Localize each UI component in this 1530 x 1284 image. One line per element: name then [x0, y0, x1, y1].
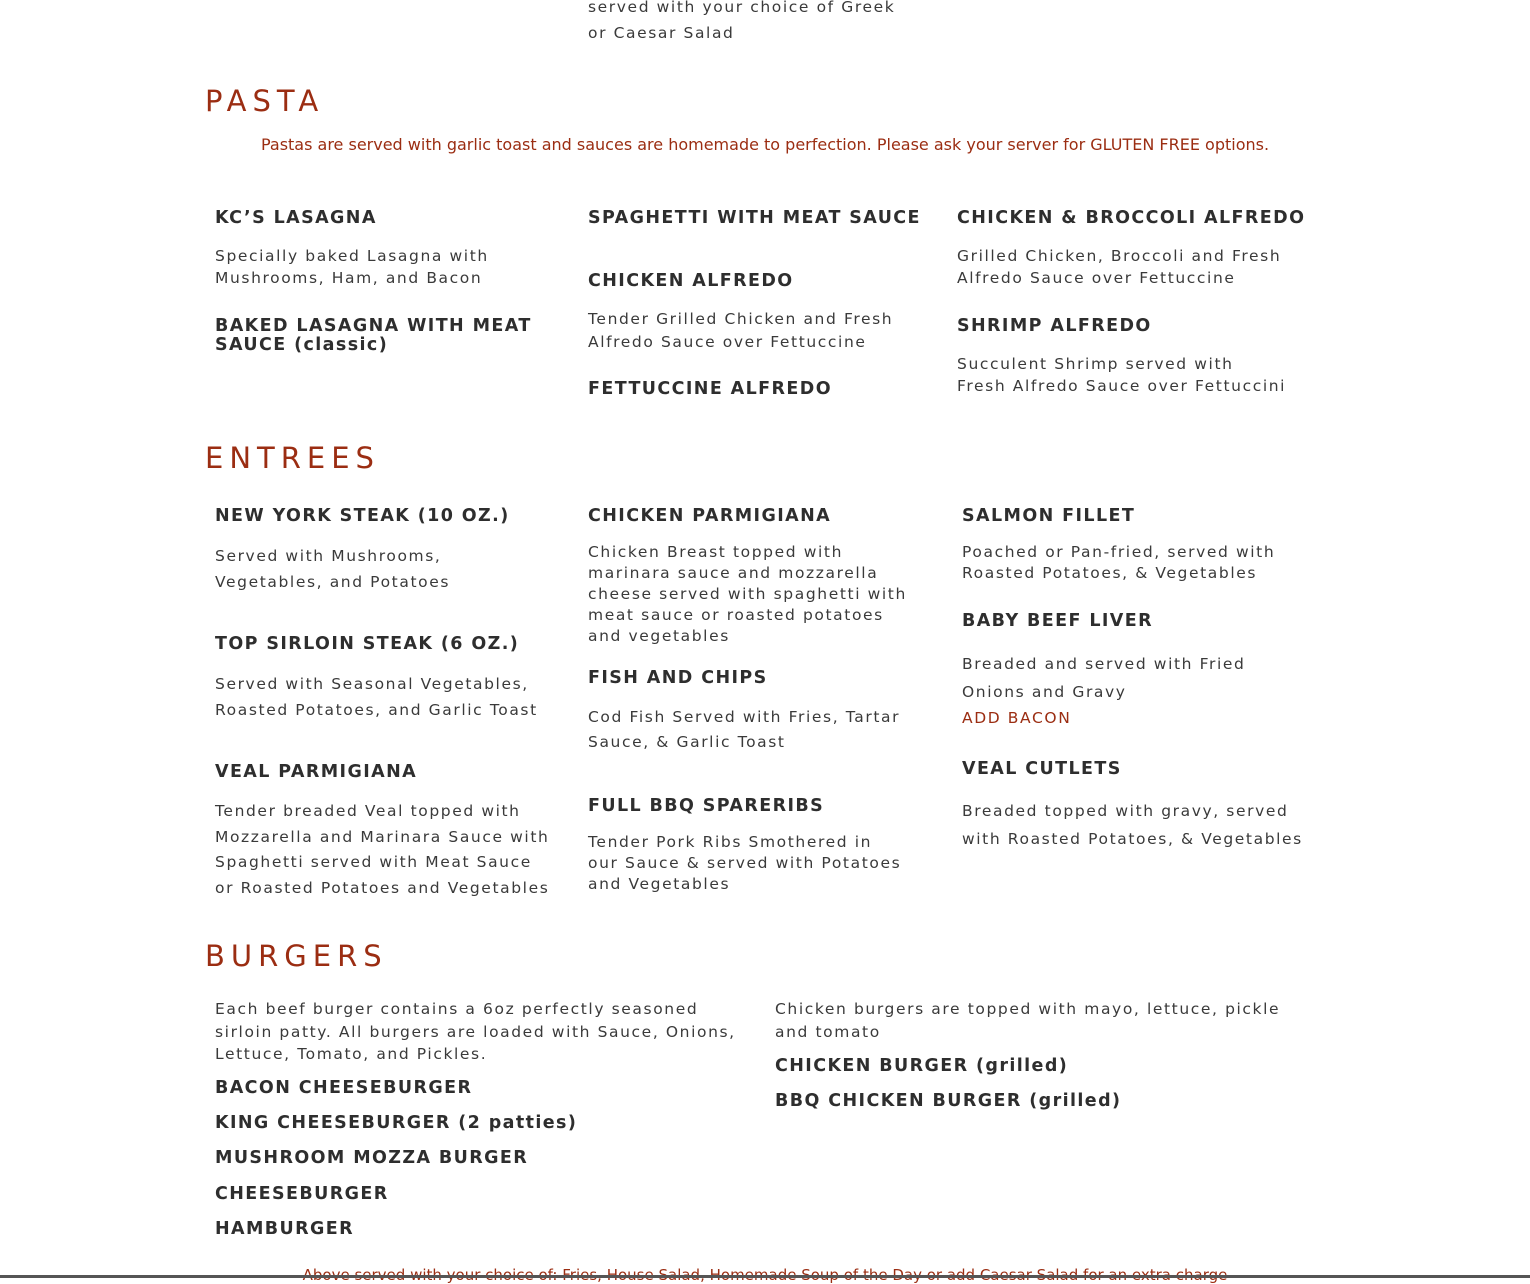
- menu-item-title: HAMBURGER: [215, 1219, 355, 1239]
- menu-item-description: Breaded topped with gravy, served with Roasted Potatoes, & Vegetables: [962, 802, 1303, 848]
- menu-item-description: Grilled Chicken, Broccoli and Fresh Alfredo Sauce over Fettuccine: [957, 247, 1282, 287]
- salad-description: served with your choice of Greek or Caesar Salad: [588, 0, 896, 42]
- menu-item-title: CHICKEN BURGER (grilled): [775, 1056, 1069, 1076]
- menu-item-description: Breaded and served with Fried Onions and Gravy: [962, 655, 1246, 701]
- menu-item-description: Cod Fish Served with Fries, Tartar Sauce, & Garlic Toast: [588, 708, 901, 751]
- menu-item-description: Specially baked Lasagna with Mushrooms, Ham, and Bacon: [215, 247, 489, 287]
- menu-item-title: BABY BEEF LIVER: [962, 611, 1153, 631]
- menu-item-title: CHICKEN PARMIGIANA: [588, 506, 832, 526]
- chicken-burger-note: Chicken burgers are topped with mayo, lettuce, pickle and tomato: [775, 1000, 1281, 1041]
- menu-item-description: Poached or Pan-fried, served with Roasted Potatoes, & Vegetables: [962, 543, 1276, 582]
- beef-burger-note: Each beef burger contains a 6oz perfectly seasoned sirloin patty. All burgers are loaded with Sauce, Onions, Lettuce, Tomato, and Pickles.: [215, 1000, 736, 1063]
- menu-item-description: Tender Pork Ribs Smothered in our Sauce & served with Potatoes and Vegetables: [588, 833, 902, 893]
- menu-item-title: FETTUCCINE ALFREDO: [588, 379, 832, 399]
- menu-item-description: Tender breaded Veal topped with Mozzarella and Marinara Sauce with Spaghetti served with Meat Sauce or Roasted Potatoes and Vegetables: [215, 802, 550, 897]
- menu-item-title: FULL BBQ SPARERIBS: [588, 796, 825, 816]
- menu-item-title: SPAGHETTI WITH MEAT SAUCE: [588, 208, 921, 228]
- menu-item-title: BACON CHEESEBURGER: [215, 1078, 473, 1098]
- pasta-note: Pastas are served with garlic toast and sauces are homemade to perfection. Please ask your server for GLUTEN FREE options.: [260, 135, 1270, 154]
- menu-item-description: Served with Mushrooms, Vegetables, and Potatoes: [215, 547, 451, 591]
- menu-item-title: VEAL CUTLETS: [962, 759, 1122, 779]
- menu-item-title: NEW YORK STEAK (10 OZ.): [215, 506, 510, 526]
- menu-item-title: SALMON FILLET: [962, 506, 1136, 526]
- menu-item-description: Served with Seasonal Vegetables, Roasted Potatoes, and Garlic Toast: [215, 675, 538, 719]
- menu-item-title: CHEESEBURGER: [215, 1184, 389, 1204]
- menu-item-description: Succulent Shrimp served with Fresh Alfredo Sauce over Fettuccini: [957, 355, 1287, 395]
- menu-item-title: TOP SIRLOIN STEAK (6 OZ.): [215, 634, 520, 654]
- menu-item-title: VEAL PARMIGIANA: [215, 762, 418, 782]
- menu-item-title: BAKED LASAGNA WITH MEAT SAUCE (classic): [215, 316, 532, 355]
- menu-item-title: KC’S LASAGNA: [215, 208, 377, 228]
- menu-item-title: SHRIMP ALFREDO: [957, 316, 1152, 336]
- menu-item-title: MUSHROOM MOZZA BURGER: [215, 1148, 529, 1168]
- add-bacon-option: ADD BACON: [962, 709, 1072, 727]
- menu-item-title: KING CHEESEBURGER (2 patties): [215, 1113, 578, 1133]
- menu-item-description: Chicken Breast topped with marinara sauce and mozzarella cheese served with spaghetti with meat sauce or roasted potatoes and vegetables: [588, 543, 907, 645]
- section-heading-entrees: ENTREES: [205, 441, 380, 475]
- menu-item-title: BBQ CHICKEN BURGER (grilled): [775, 1091, 1122, 1111]
- menu-item-description: Tender Grilled Chicken and Fresh Alfredo Sauce over Fettuccine: [588, 310, 894, 351]
- menu-item-title: FISH AND CHIPS: [588, 668, 768, 688]
- menu-item-title: CHICKEN ALFREDO: [588, 271, 794, 291]
- section-heading-pasta: PASTA: [205, 84, 325, 118]
- menu-item-title: CHICKEN & BROCCOLI ALFREDO: [957, 208, 1306, 228]
- section-heading-burgers: BURGERS: [205, 939, 388, 973]
